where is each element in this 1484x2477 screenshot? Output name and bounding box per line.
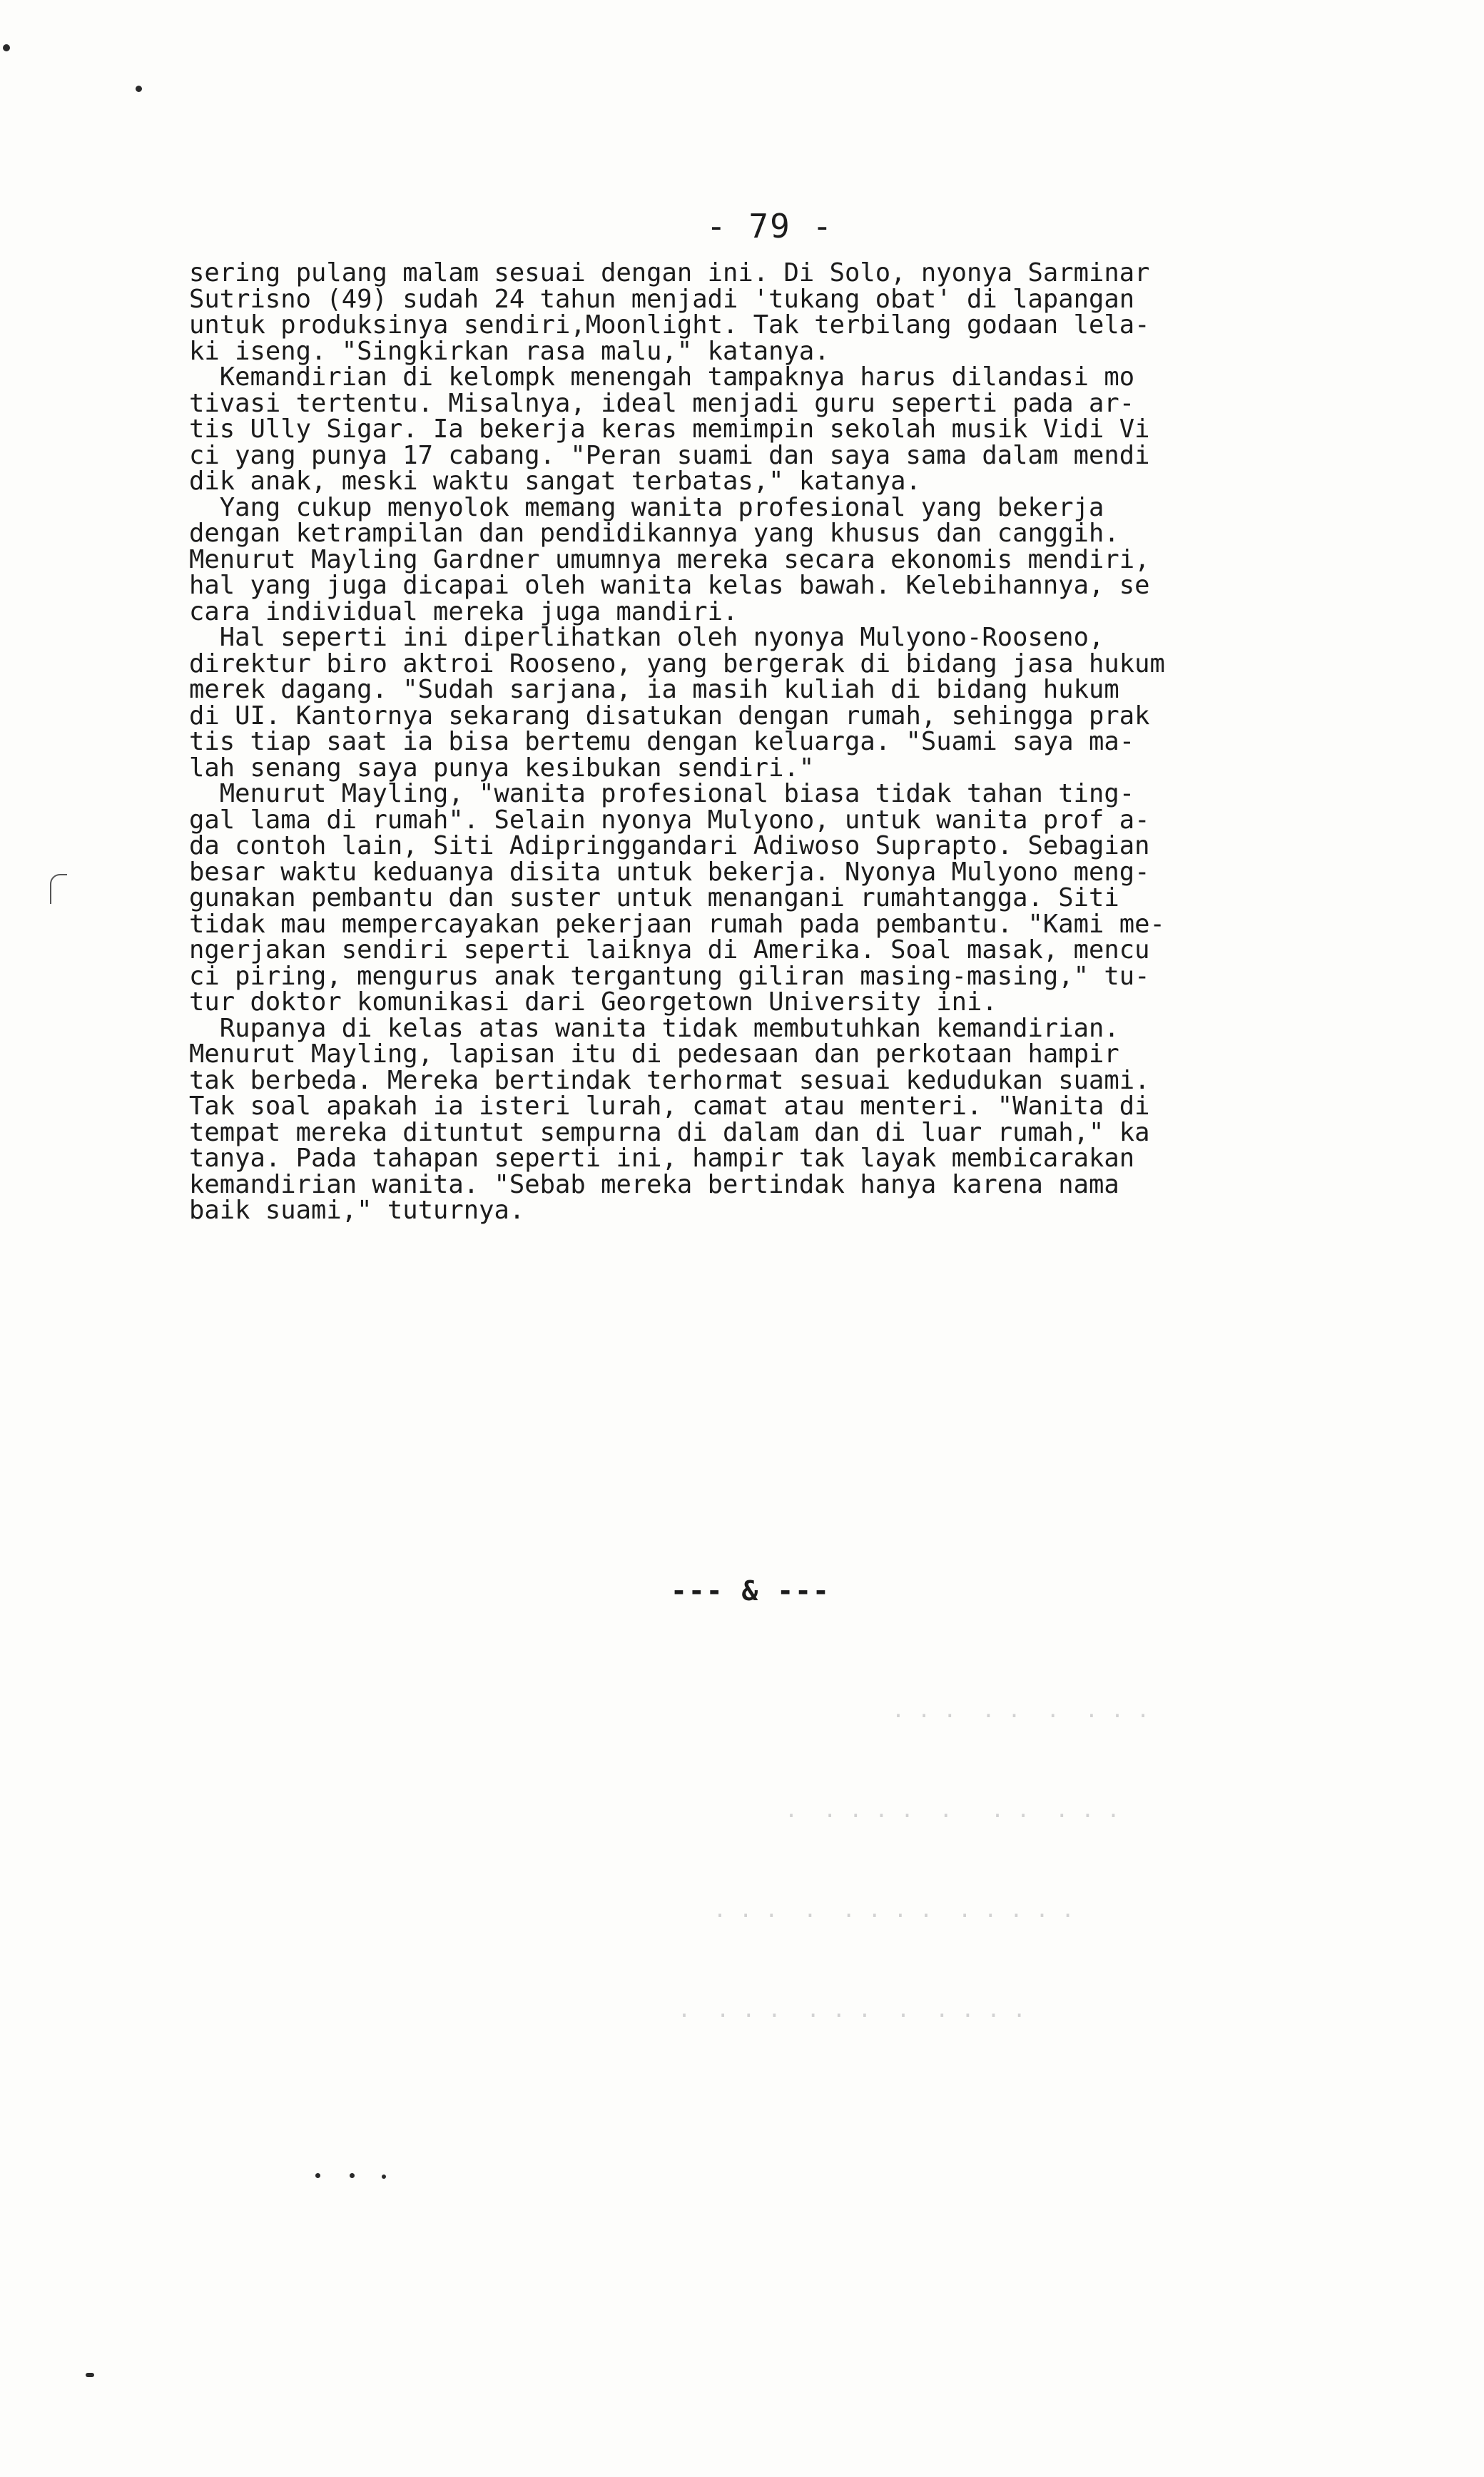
text-line: gal lama di rumah". Selain nyonya Mulyono, untuk wanita prof a- (189, 805, 1150, 835)
text-line: besar waktu keduanya disita untuk bekerja. Nyonya Mulyono meng- (189, 857, 1150, 887)
text-line: tanya. Pada tahapan seperti ini, hampir tak layak membicarakan (189, 1144, 1135, 1173)
text-line: ci piring, mengurus anak tergantung giliran masing-masing," tu- (189, 961, 1150, 991)
text-line: Kemandirian di kelompk menengah tampaknya harus dilandasi mo (189, 362, 1135, 392)
scan-speck (382, 2175, 386, 2179)
text-line: ki iseng. "Singkirkan rasa malu," katanya. (189, 336, 830, 366)
text-line: da contoh lain, Siti Adipringgandari Adiwoso Suprapto. Sebagian (189, 831, 1150, 860)
text-line: merek dagang. "Sudah sarjana, ia masih kuliah di bidang hukum (189, 675, 1119, 704)
text-line: Menurut Mayling, "wanita profesional biasa tidak tahan ting- (189, 779, 1135, 808)
bleed-through: . . . . . . . . . . . . . (713, 1898, 1074, 1923)
scan-speck (136, 86, 142, 92)
text-line: Menurut Mayling, lapisan itu di pedesaan dan perkotaan hampir (189, 1039, 1119, 1069)
text-line: di UI. Kantornya sekarang disatukan dengan rumah, sehingga prak (189, 701, 1150, 731)
page-number: - 79 - (706, 207, 834, 245)
text-line: tis Ully Sigar. Ia bekerja keras memimpin sekolah musik Vidi Vi (189, 414, 1150, 444)
text-line: Rupanya di kelas atas wanita tidak membutuhkan kemandirian. (189, 1013, 1119, 1043)
bleed-through: . . . . . . . . . . . . (678, 1998, 1026, 2023)
text-line: direktur biro aktroi Rooseno, yang bergerak di bidang jasa hukum (189, 649, 1165, 678)
bleed-through: . . . . . . . . . (892, 1698, 1150, 1723)
text-line: cara individual mereka juga mandiri. (189, 596, 738, 626)
text-line: Menurut Mayling Gardner umumnya mereka secara ekonomis mendiri, (189, 544, 1150, 574)
text-line: Sutrisno (49) sudah 24 tahun menjadi 'tukang obat' di lapangan (189, 284, 1135, 314)
text-line: tempat mereka dituntut sempurna di dalam dan di luar rumah," ka (189, 1117, 1150, 1147)
margin-mark (50, 874, 67, 904)
text-line: baik suami," tuturnya. (189, 1196, 525, 1225)
text-line: sering pulang malam sesuai dengan ini. Di Solo, nyonya Sarminar (189, 258, 1150, 288)
text-line: tak berbeda. Mereka bertindak terhormat sesuai kedudukan suami. (189, 1065, 1150, 1095)
text-line: tur doktor komunikasi dari Georgetown University ini. (189, 987, 997, 1017)
text-line: tidak mau mempercayakan pekerjaan rumah pada pembantu. "Kami me- (189, 909, 1165, 939)
scan-speck (315, 2173, 320, 2178)
text-line: Tak soal apakah ia isteri lurah, camat atau menteri. "Wanita di (189, 1092, 1150, 1121)
text-line: dik anak, meski waktu sangat terbatas," katanya. (189, 467, 921, 496)
scan-speck (350, 2173, 355, 2178)
bleed-through: . . . . . . . . . . . (785, 1798, 1120, 1823)
scan-speck (3, 44, 10, 51)
text-line: gunakan pembantu dan suster untuk menangani rumahtangga. Siti (189, 883, 1119, 912)
text-line: Yang cukup menyolok memang wanita profesional yang bekerja (189, 492, 1104, 522)
text-line: dengan ketrampilan dan pendidikannya yang khusus dan canggih. (189, 519, 1119, 548)
text-line: ngerjakan sendiri seperti laiknya di Amerika. Soal masak, mencu (189, 935, 1150, 965)
article-body (189, 260, 1373, 1224)
scan-speck (86, 2373, 94, 2377)
text-line: ci yang punya 17 cabang. "Peran suami dan saya sama dalam mendi (189, 440, 1150, 470)
text-line: untuk produksinya sendiri,Moonlight. Tak terbilang godaan lela- (189, 310, 1150, 340)
text-line: tivasi tertentu. Misalnya, ideal menjadi guru seperti pada ar- (189, 388, 1135, 418)
text-line: hal yang juga dicapai oleh wanita kelas bawah. Kelebihannya, se (189, 571, 1150, 600)
text-line: tis tiap saat ia bisa bertemu dengan keluarga. "Suami saya ma- (189, 727, 1135, 756)
text-line: kemandirian wanita. "Sebab mereka bertindak hanya karena nama (189, 1169, 1119, 1199)
text-line: lah senang saya punya kesibukan sendiri." (189, 753, 815, 783)
end-mark: --- & --- (671, 1575, 830, 1607)
text-line: Hal seperti ini diperlihatkan oleh nyonya Mulyono-Rooseno, (189, 623, 1104, 652)
